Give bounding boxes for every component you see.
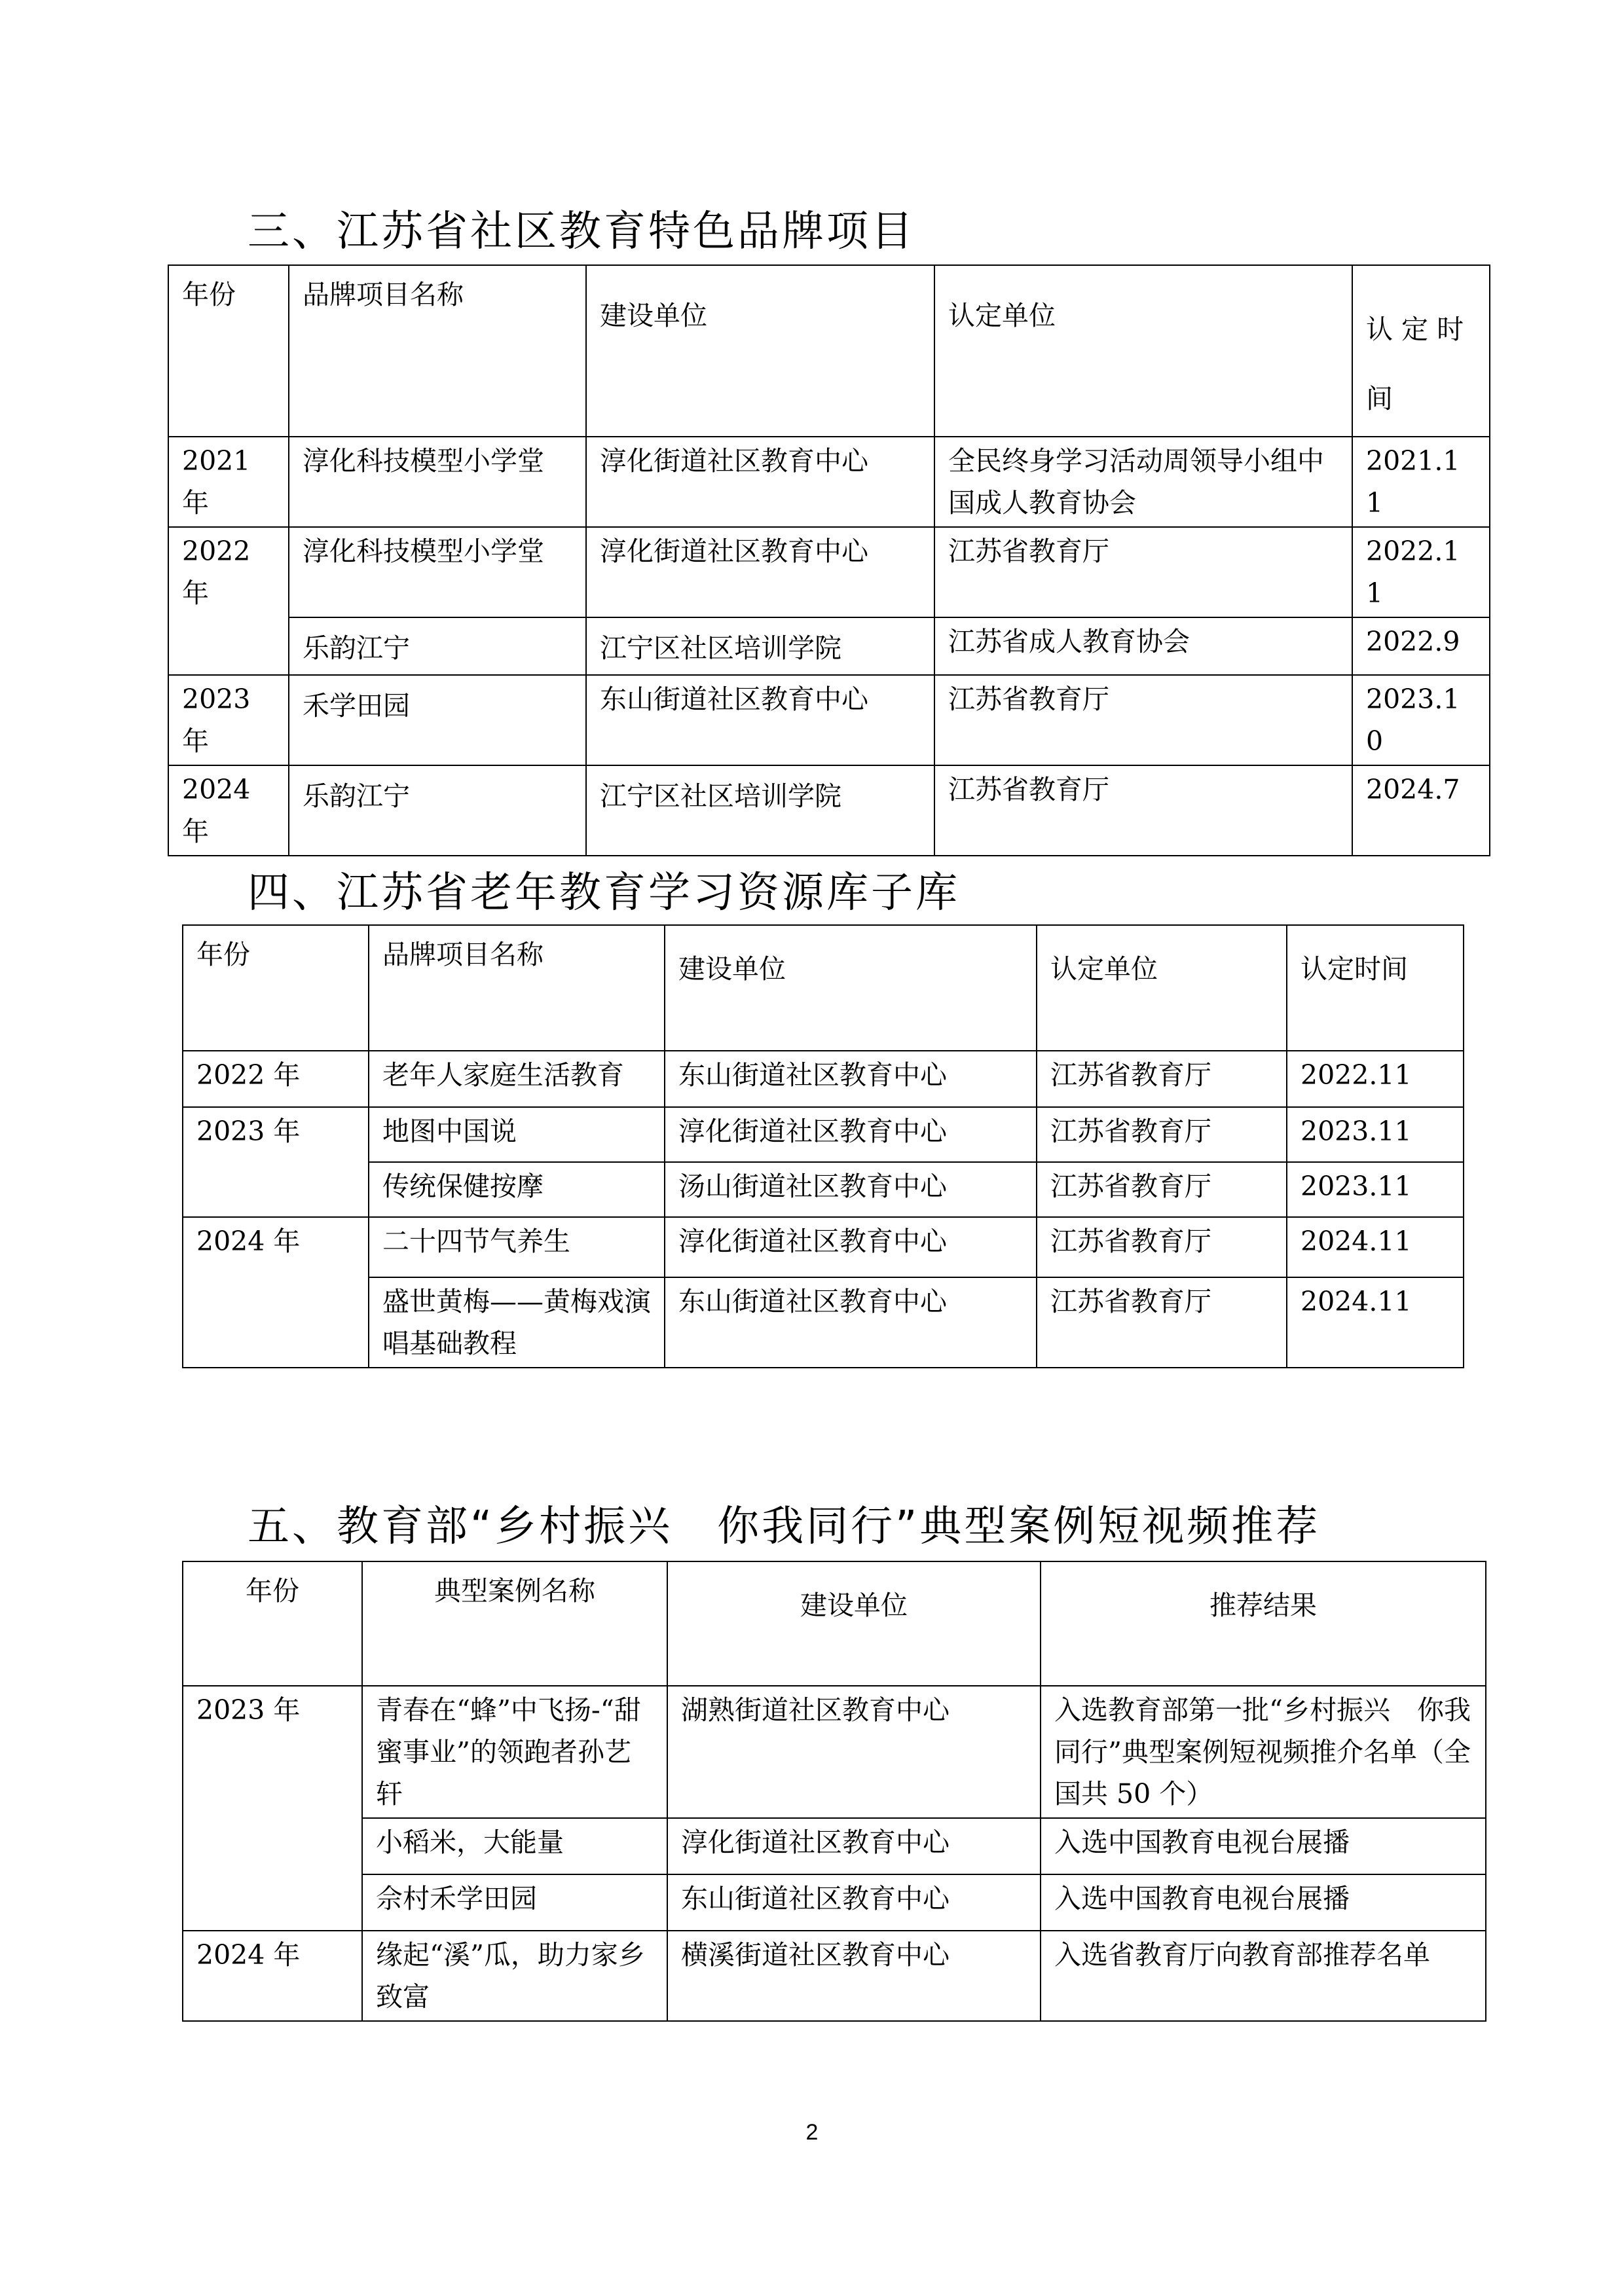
table-row [183, 1217, 1464, 1277]
cell-year: 2022 年 [183, 1051, 369, 1107]
cell-certifier: 江苏省教育厅 [934, 527, 1352, 617]
table-row [183, 1874, 1486, 1931]
cell-builder: 东山街道社区教育中心 [586, 675, 934, 765]
header-result: 推荐结果 [1041, 1561, 1486, 1686]
cell-year: 2022 年 [168, 527, 289, 675]
cell-cert-time: 2023.11 [1287, 1162, 1464, 1217]
cell-cert-time: 2022.11 [1287, 1051, 1464, 1107]
cell-builder: 江宁区社区培训学院 [586, 765, 934, 856]
header-cert-time: 认定时间 [1287, 925, 1464, 1051]
cell-builder: 东山街道社区教育中心 [665, 1051, 1037, 1107]
header-builder: 建设单位 [667, 1561, 1041, 1686]
cell-cert-time: 2022.11 [1352, 527, 1490, 617]
table-row [168, 675, 1490, 765]
table-row [183, 1051, 1464, 1107]
cell-project-name: 禾学田园 [289, 675, 586, 765]
cell-builder: 横溪街道社区教育中心 [667, 1931, 1041, 2021]
elder-resource-table [182, 924, 1464, 1368]
cell-project-name: 乐韵江宁 [289, 617, 586, 675]
cell-result: 入选教育部第一批“乡村振兴 你我同行”典型案例短视频推介名单（全国共 50 个） [1041, 1686, 1486, 1818]
cell-certifier: 全民终身学习活动周领导小组中国成人教育协会 [934, 437, 1352, 527]
table-row [168, 527, 1490, 617]
cell-certifier: 江苏省教育厅 [934, 765, 1352, 856]
cell-cert-time: 2024.11 [1287, 1277, 1464, 1368]
cell-certifier: 江苏省教育厅 [1037, 1277, 1287, 1368]
cell-certifier: 江苏省教育厅 [1037, 1217, 1287, 1277]
cell-builder: 淳化街道社区教育中心 [586, 437, 934, 527]
cell-builder: 汤山街道社区教育中心 [665, 1162, 1037, 1217]
brand-projects-table [168, 264, 1490, 856]
cell-certifier: 江苏省教育厅 [1037, 1162, 1287, 1217]
cell-case-name: 青春在“蜂”中飞扬-“甜蜜事业”的领跑者孙艺轩 [362, 1686, 667, 1818]
cell-project-name: 盛世黄梅——黄梅戏演唱基础教程 [369, 1277, 665, 1368]
cell-builder: 东山街道社区教育中心 [667, 1874, 1041, 1931]
cell-cert-time: 2024.11 [1287, 1217, 1464, 1277]
cell-cert-time: 2024.7 [1352, 765, 1490, 856]
cell-project-name: 传统保健按摩 [369, 1162, 665, 1217]
page-number: 2 [805, 2120, 819, 2145]
cell-builder: 淳化街道社区教育中心 [667, 1818, 1041, 1874]
table-header-row [168, 265, 1490, 437]
cell-builder: 淳化街道社区教育中心 [665, 1217, 1037, 1277]
cell-project-name: 淳化科技模型小学堂 [289, 527, 586, 617]
table-row [183, 1162, 1464, 1217]
section-title-4: 四、江苏省老年教育学习资源库子库 [248, 869, 960, 917]
cell-case-name: 佘村禾学田园 [362, 1874, 667, 1931]
header-certifier: 认定单位 [934, 265, 1352, 437]
cell-cert-time: 2023.10 [1352, 675, 1490, 765]
section-title-5: 五、教育部“乡村振兴 你我同行”典型案例短视频推荐 [248, 1503, 1321, 1551]
header-case-name: 典型案例名称 [362, 1561, 667, 1686]
cell-cert-time: 2022.9 [1352, 617, 1490, 675]
cell-project-name: 淳化科技模型小学堂 [289, 437, 586, 527]
cell-year: 2021 年 [168, 437, 289, 527]
rural-revitalization-table [182, 1561, 1486, 2022]
cell-builder: 淳化街道社区教育中心 [586, 527, 934, 617]
cell-certifier: 江苏省教育厅 [1037, 1051, 1287, 1107]
table-header-row [183, 925, 1464, 1051]
header-project-name: 品牌项目名称 [289, 265, 586, 437]
cell-project-name: 乐韵江宁 [289, 765, 586, 856]
cell-year: 2024 年 [183, 1217, 369, 1368]
table-row [183, 1931, 1486, 2021]
cell-result: 入选省教育厅向教育部推荐名单 [1041, 1931, 1486, 2021]
header-year: 年份 [183, 925, 369, 1051]
cell-year: 2024 年 [183, 1931, 362, 2021]
cell-certifier: 江苏省成人教育协会 [934, 617, 1352, 675]
table-row [168, 437, 1490, 527]
cell-builder: 江宁区社区培训学院 [586, 617, 934, 675]
header-project-name: 品牌项目名称 [369, 925, 665, 1051]
cell-builder: 湖熟街道社区教育中心 [667, 1686, 1041, 1818]
cell-cert-time: 2023.11 [1287, 1107, 1464, 1162]
table-row [183, 1277, 1464, 1368]
cell-year: 2024 年 [168, 765, 289, 856]
cell-result: 入选中国教育电视台展播 [1041, 1818, 1486, 1874]
table-row [183, 1107, 1464, 1162]
table-row [168, 617, 1490, 675]
cell-result: 入选中国教育电视台展播 [1041, 1874, 1486, 1931]
cell-certifier: 江苏省教育厅 [934, 675, 1352, 765]
cell-certifier: 江苏省教育厅 [1037, 1107, 1287, 1162]
cell-builder: 淳化街道社区教育中心 [665, 1107, 1037, 1162]
cell-case-name: 缘起“溪”瓜，助力家乡致富 [362, 1931, 667, 2021]
header-year: 年份 [168, 265, 289, 437]
header-builder: 建设单位 [665, 925, 1037, 1051]
header-cert-time: 认 定 时 间 [1352, 265, 1490, 437]
cell-year: 2023 年 [183, 1686, 362, 1931]
cell-builder: 东山街道社区教育中心 [665, 1277, 1037, 1368]
table-header-row [183, 1561, 1486, 1686]
header-builder: 建设单位 [586, 265, 934, 437]
cell-year: 2023 年 [168, 675, 289, 765]
section-title-3: 三、江苏省社区教育特色品牌项目 [248, 208, 915, 256]
table-row [168, 765, 1490, 856]
cell-project-name: 二十四节气养生 [369, 1217, 665, 1277]
cell-year: 2023 年 [183, 1107, 369, 1217]
cell-case-name: 小稻米，大能量 [362, 1818, 667, 1874]
cell-project-name: 地图中国说 [369, 1107, 665, 1162]
cell-project-name: 老年人家庭生活教育 [369, 1051, 665, 1107]
cell-cert-time: 2021.11 [1352, 437, 1490, 527]
table-row [183, 1818, 1486, 1874]
header-year: 年份 [183, 1561, 362, 1686]
table-row [183, 1686, 1486, 1818]
header-certifier: 认定单位 [1037, 925, 1287, 1051]
